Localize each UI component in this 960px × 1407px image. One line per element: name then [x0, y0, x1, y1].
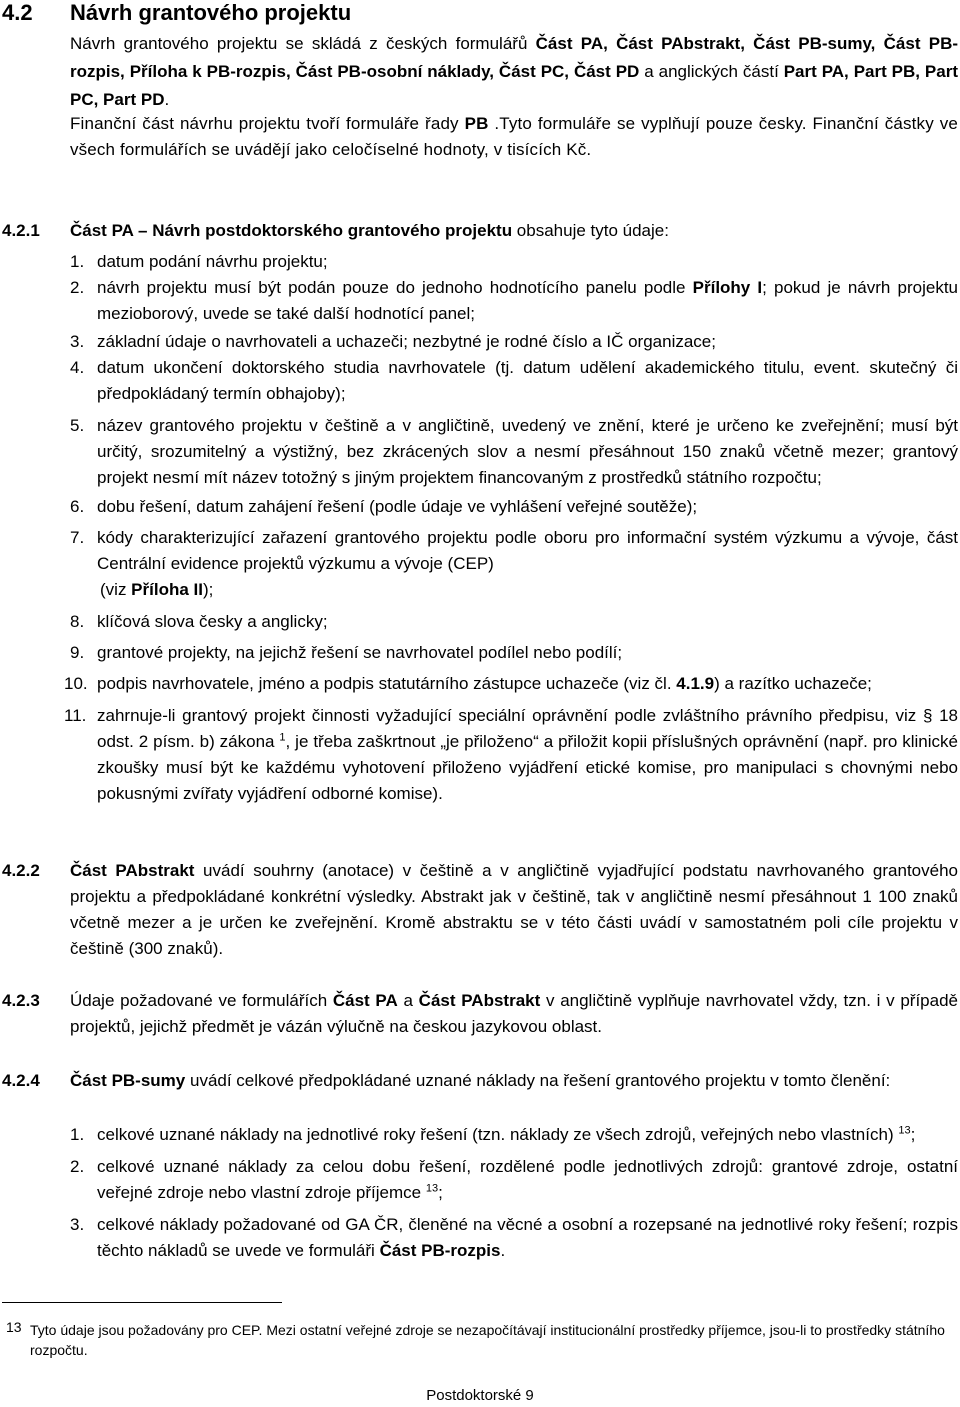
form-list-english: Part PA, Part PB, Part PC, Part PD	[70, 62, 958, 109]
list-item	[70, 355, 958, 407]
section-heading	[2, 0, 351, 27]
footnote-text: Tyto údaje jsou požadovány pro CEP. Mezi ostatní veřejné zdroje se nezapočítávají institucionální prostředky příjemce, jsou-li to prostředky státního rozpočtu.	[30, 1322, 945, 1358]
intro-text: a anglických částí	[639, 62, 784, 81]
item-text: návrh projektu musí být podán pouze do jednoho hodnotícího panelu podle	[97, 278, 693, 297]
item-text: datum ukončení doktorského studia navrhovatele (tj. datum udělení akademického titulu, event. skutečný či předpokládaný termín obhajoby);	[97, 358, 958, 403]
item-text: ) a razítko uchazeče;	[714, 674, 872, 693]
item-number: 11.	[64, 706, 87, 725]
item-text: celkové uznané náklady za celou dobu řešení, rozdělené podle jednotlivých zdrojů: grantové zdroje, ostatní veřejné zdroje nebo vlastní zdroje příjemce	[97, 1157, 958, 1202]
item-number: 3.	[70, 1215, 85, 1234]
item-number: 1.	[70, 1125, 85, 1144]
item-number: 1.	[70, 252, 85, 271]
subsection-number: 4.2.4	[2, 1071, 40, 1090]
item-text: grantové projekty, na jejichž řešení se navrhovatel podílel nebo podílí;	[97, 643, 623, 662]
item-text: (viz	[100, 580, 132, 599]
item-number: 3.	[70, 332, 85, 351]
item-text: zahrnuje-li grantový projekt činnosti vyžadující speciální oprávnění podle zvláštního právního předpisu, viz § 18 odst. 2 písm. b) zákona	[97, 706, 958, 751]
list-item	[70, 1122, 958, 1148]
list-item	[70, 249, 958, 275]
list-item	[70, 275, 958, 327]
item-number: 2.	[70, 278, 85, 297]
footnote-ref: 13	[425, 1182, 439, 1195]
list-item	[70, 1154, 958, 1206]
subsection-body: Údaje požadované ve formulářích	[70, 991, 333, 1010]
item-text: klíčová slova česky a anglicky;	[97, 612, 328, 631]
form-name: Část PAbstrakt	[418, 991, 541, 1010]
item-number: 7.	[70, 528, 85, 547]
form-name: Část PB-rozpis	[379, 1241, 501, 1260]
subsection-number: 4.2.2	[2, 861, 40, 880]
form-list-czech: Část PA, Část PAbstrakt, Část PB-sumy, Část PB-rozpis, Příloha k PB-rozpis, Část PB-osobní náklady, Část PC, Část PD	[70, 34, 959, 81]
subsection-number: 4.2.3	[2, 991, 40, 1010]
list-item	[64, 671, 958, 697]
item-text: celkové náklady požadované od GA ČR, členěné na věcné a osobní a rozepsané na jednotlivé roky řešení; rozpis těchto nákladů se uvede ve formuláři	[97, 1215, 958, 1260]
section-number: 4.2	[2, 0, 33, 25]
item-text: ;	[910, 1125, 916, 1144]
section-title: Návrh grantového projektu	[70, 0, 352, 25]
footnote-ref: 1	[279, 731, 286, 744]
item-text: základní údaje o navrhovateli a uchazeči; nezbytné je rodné číslo a IČ organizace;	[97, 332, 716, 351]
subsection-text	[70, 858, 958, 962]
form-name: Část PA	[332, 991, 398, 1010]
list-item	[64, 703, 958, 807]
item-text: .	[500, 1241, 506, 1260]
subsection-body: v angličtině vyplňuje navrhovatel vždy, tzn. i v případě projektů, jejichž předmět je vázán výlučně na českou jazykovou oblast.	[70, 991, 958, 1036]
item-number: 8.	[70, 612, 85, 631]
subsection-title-bold: Část PA – Návrh postdoktorského grantového projektu	[70, 221, 513, 240]
list-item	[70, 609, 958, 635]
item-text: název grantového projektu v češtině a v angličtině, uvedený ve znění, které je určeno ke zveřejnění; musí být určitý, srozumitelný a výstižný, bez zkrácených slov a nesmí přesáhnout 150 znaků včetně mezer; grantový projekt nesmí mít název totožný s jiným projektem financovaným z prostředků státního rozpočtu;	[97, 416, 958, 487]
list-item	[70, 525, 958, 603]
article-ref: 4.1.9	[676, 674, 715, 693]
item-text: ; pokud je návrh projektu mezioborový, uvede se také další hodnotící panel;	[97, 278, 959, 323]
item-number: 6.	[70, 497, 85, 516]
footnote-ref: 13	[898, 1124, 911, 1137]
list-item	[70, 494, 958, 520]
item-text: podpis navrhovatele, jméno a podpis statutárního zástupce uchazeče (viz čl.	[97, 674, 677, 693]
item-text: celkové uznané náklady na jednotlivé roky řešení (tzn. náklady ze všech zdrojů, veřejných nebo vlastních)	[97, 1125, 899, 1144]
intro-text: Finanční část návrhu projektu tvoří formuláře řady	[70, 114, 465, 133]
item-text: );	[202, 580, 214, 599]
list-4-2-1	[64, 249, 959, 807]
subsection-title-rest: obsahuje tyto údaje:	[512, 221, 669, 240]
intro-text: .	[164, 90, 170, 109]
item-number: 4.	[70, 358, 85, 377]
form-name: Část PAbstrakt	[70, 861, 195, 880]
subsection-title	[70, 218, 958, 244]
appendix-ref: Přílohy I	[692, 278, 763, 297]
subsection-text	[70, 1068, 958, 1094]
intro-text: Návrh grantového projektu se skládá z českých formulářů	[70, 34, 536, 53]
item-number: 9.	[70, 643, 85, 662]
list-item	[70, 640, 958, 666]
subsection-number: 4.2.1	[2, 221, 40, 240]
footnote-number: 13	[6, 1319, 22, 1335]
intro-paragraph-1	[70, 30, 958, 114]
list-item	[70, 329, 958, 355]
footnote-separator	[2, 1302, 282, 1303]
item-text: ;	[438, 1183, 443, 1202]
page-footer: Postdoktorské 9	[426, 1387, 534, 1404]
form-name: Část PB-sumy	[70, 1071, 186, 1090]
item-text: kódy charakterizující zařazení grantového projektu podle oboru pro informační systém výzkumu a vývoje, část Centrální evidence projektů výzkumu a vývoje (CEP)	[97, 528, 958, 573]
subsection-body: a	[397, 991, 419, 1010]
intro-text: .Tyto formuláře se vyplňují pouze česky. Finanční částky ve všech formulářích se uvádějí jako celočíselné hodnoty, v tisících Kč.	[70, 114, 958, 159]
item-number: 10.	[64, 674, 88, 693]
subsection-body: uvádí souhrny (anotace) v češtině a v angličtině vyjadřující podstatu navrhovaného grantového projektu a předpokládané konkrétní výsledky. Abstrakt jak v češtině, tak v angličtině nesmí přesáhnout 1 100 znaků včetně mezer a je určen ke zveřejnění. Kromě abstraktu se v této části uvádí v samostatném poli cíle projektu v češtině (300 znaků).	[70, 861, 958, 958]
item-number: 5.	[70, 416, 85, 435]
list-item	[70, 1212, 958, 1264]
subsection-body: uvádí celkové předpokládané uznané náklady na řešení grantového projektu v tomto členění:	[185, 1071, 891, 1090]
list-4-2-4	[70, 1122, 958, 1264]
subsection-text	[70, 988, 958, 1040]
list-item	[70, 413, 958, 491]
form-series: PB	[464, 114, 489, 133]
appendix-ref: Příloha II	[131, 580, 203, 599]
item-number: 2.	[70, 1157, 85, 1176]
item-text: datum podání návrhu projektu;	[97, 252, 328, 271]
item-text: dobu řešení, datum zahájení řešení (podle údaje ve vyhlášení veřejné soutěže);	[97, 497, 698, 516]
intro-paragraph-2	[70, 111, 958, 163]
item-text: , je třeba zaškrtnout „je přiloženo“ a přiložit kopii příslušných oprávnění (např. pro klinické zkoušky musí být ke každému vyhotovení přiloženo vyjádření etické komise, pro manipulaci s chovnými nebo pokusnými zvířaty vyjádření odborné komise).	[97, 732, 958, 803]
